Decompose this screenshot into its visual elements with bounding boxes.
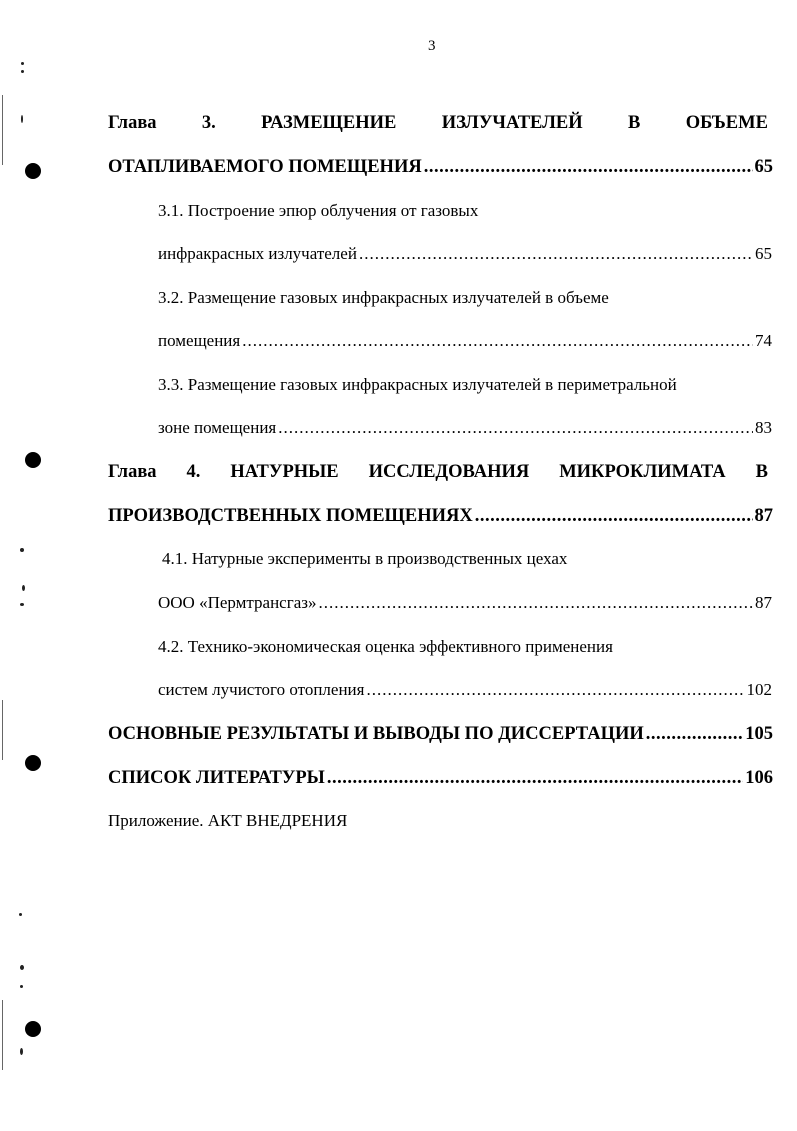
scan-speck (22, 585, 25, 591)
leader-dots (242, 330, 753, 352)
references-title: СПИСОК ЛИТЕРАТУРЫ (108, 768, 325, 788)
heading-word: ИЗЛУЧАТЕЛЕЙ (441, 113, 583, 133)
scan-speck (21, 70, 24, 73)
chapter-3-heading (108, 112, 768, 134)
leader-dots (366, 679, 744, 701)
punch-hole (25, 452, 41, 468)
section-4-2-entry (158, 679, 772, 701)
leader-dots (359, 243, 753, 265)
section-3-1-title-cont: инфракрасных излучателей (158, 244, 357, 263)
section-3-1-entry (158, 243, 772, 265)
chapter-3-title-cont: ОТАПЛИВАЕМОГО ПОМЕЩЕНИЯ (108, 157, 422, 177)
scan-edge-line (2, 700, 3, 760)
leader-dots (475, 505, 753, 527)
section-3-2-title-cont: помещения (158, 331, 241, 350)
section-3-2-page: 74 (755, 331, 772, 350)
section-4-1-title-cont: ООО «Пермтрансгаз» (158, 593, 317, 612)
chapter-4-page: 87 (754, 506, 773, 526)
chapter-3-entry (108, 156, 773, 178)
section-3-2-title: 3.2. Размещение газовых инфракрасных излучателей в объеме (158, 288, 609, 307)
heading-word: 3. (201, 113, 216, 133)
references-entry (108, 767, 773, 789)
results-entry (108, 723, 773, 745)
leader-dots (278, 417, 753, 439)
scan-speck (21, 62, 24, 65)
scan-edge-line (2, 95, 3, 165)
heading-word: 4. (186, 462, 201, 482)
scan-speck (20, 985, 23, 988)
heading-word: Глава (108, 113, 157, 133)
leader-dots (646, 723, 744, 745)
scan-speck (20, 1048, 23, 1055)
heading-word: В (628, 113, 641, 133)
scan-speck (19, 913, 22, 916)
chapter-3-page: 65 (754, 157, 773, 177)
punch-hole (25, 755, 41, 771)
results-title: ОСНОВНЫЕ РЕЗУЛЬТАТЫ И ВЫВОДЫ ПО ДИССЕРТАЦИИ (108, 724, 644, 744)
scan-edge-line (2, 1000, 3, 1070)
heading-word: В (755, 462, 768, 482)
scan-speck (20, 603, 24, 606)
references-page: 106 (745, 768, 773, 788)
heading-word: Глава (108, 462, 157, 482)
section-3-2-entry (158, 330, 772, 352)
heading-word: ИССЛЕДОВАНИЯ (368, 462, 530, 482)
leader-dots (318, 592, 753, 614)
punch-hole (25, 1021, 41, 1037)
chapter-4-entry (108, 505, 773, 527)
heading-word: НАТУРНЫЕ (230, 462, 339, 482)
page-number: 3 (428, 38, 436, 54)
scan-speck (20, 548, 24, 552)
section-3-1-page: 65 (755, 244, 772, 263)
scan-speck (21, 115, 23, 123)
heading-word: РАЗМЕЩЕНИЕ (261, 113, 397, 133)
punch-hole (25, 163, 41, 179)
section-4-1-page: 87 (755, 593, 772, 612)
results-page: 105 (745, 724, 773, 744)
section-3-3-page: 83 (755, 418, 772, 437)
leader-dots (424, 156, 753, 178)
section-3-1-title: 3.1. Построение эпюр облучения от газовых (158, 201, 479, 220)
appendix-title: Приложение. АКТ ВНЕДРЕНИЯ (108, 811, 348, 830)
section-3-3-entry (158, 417, 772, 439)
leader-dots (327, 767, 743, 789)
chapter-4-title-cont: ПРОИЗВОДСТВЕННЫХ ПОМЕЩЕНИЯХ (108, 506, 473, 526)
section-4-2-title: 4.2. Технико-экономическая оценка эффективного применения (158, 637, 613, 656)
section-4-2-title-cont: систем лучистого отопления (158, 680, 365, 699)
section-3-3-title: 3.3. Размещение газовых инфракрасных излучателей в периметральной (158, 375, 677, 394)
section-4-2-page: 102 (746, 680, 772, 699)
section-3-3-title-cont: зоне помещения (158, 418, 277, 437)
heading-word: МИКРОКЛИМАТА (559, 462, 726, 482)
scan-speck (20, 965, 24, 970)
chapter-4-heading (108, 461, 768, 483)
heading-word: ОБЪЕМЕ (685, 113, 768, 133)
section-4-1-title: 4.1. Натурные эксперименты в производственных цехах (162, 549, 568, 568)
section-4-1-entry (158, 592, 772, 614)
